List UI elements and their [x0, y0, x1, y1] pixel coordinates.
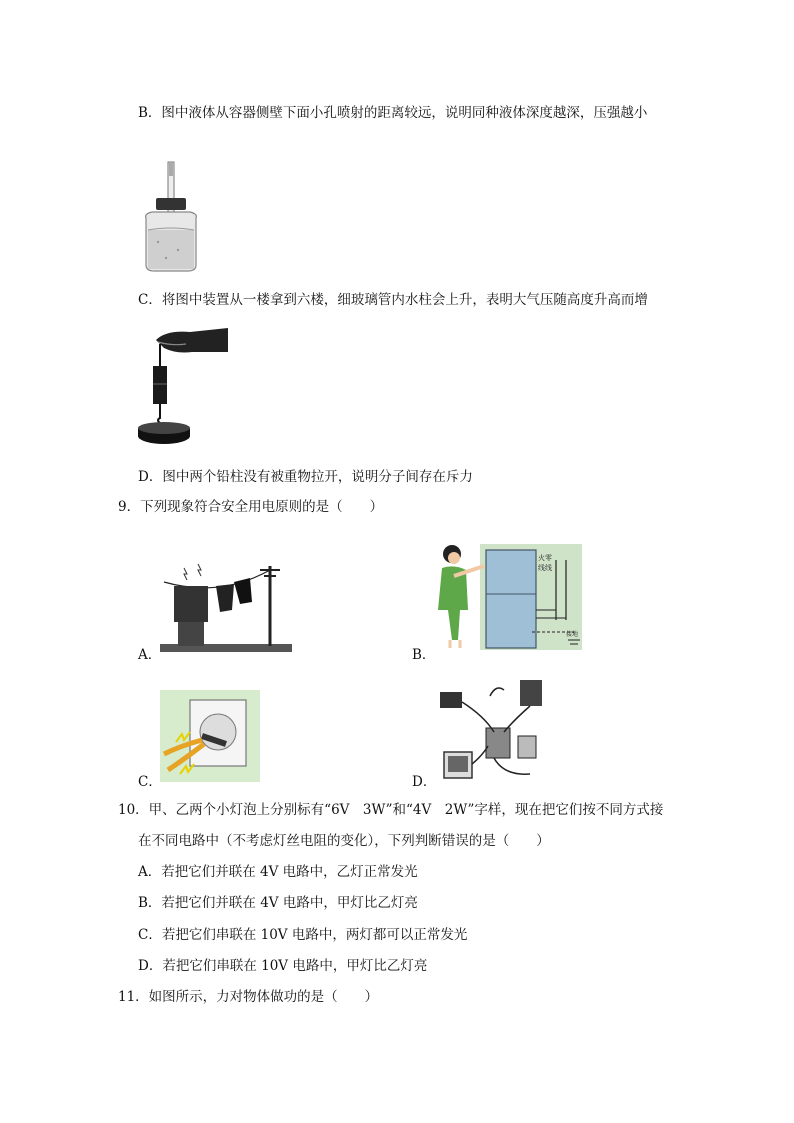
q9-label-c: C．	[138, 774, 162, 790]
fig-b-fridge-grounding	[434, 540, 584, 652]
q10-option-c: C．若把它们串联在 10V 电路中，两灯都可以正常发光	[138, 927, 468, 943]
q9-stem: 9．下列现象符合安全用电原则的是（ ）	[118, 499, 384, 515]
fig-a-clothes-on-wire	[160, 558, 292, 654]
q10-option-a: A．若把它们并联在 4V 电路中，乙灯正常发光	[138, 864, 418, 880]
q9-label-a: A．	[138, 647, 162, 663]
fig-d-overloaded-socket	[434, 676, 554, 786]
q8-option-b: B．图中液体从容器侧壁下面小孔喷射的距离较远，说明同种液体深度越深，压强越小	[138, 105, 648, 121]
q10-option-b: B．若把它们并联在 4V 电路中，甲灯比乙灯亮	[138, 895, 418, 911]
lead-cylinders-figure	[136, 326, 232, 450]
fig-b-label-3: 接地	[566, 631, 579, 638]
fig-b-label-1: 火零	[538, 554, 552, 562]
bottle-tube-figure	[138, 160, 208, 275]
q10-stem-line-1: 10．甲、乙两个小灯泡上分别标有“6V 3W”和“4V 2W”字样，现在把它们按不同方式接	[118, 802, 664, 818]
q10-option-d: D．若把它们串联在 10V 电路中，甲灯比乙灯亮	[138, 958, 428, 974]
q8-option-d: D．图中两个铅柱没有被重物拉开，说明分子间存在斥力	[138, 469, 473, 485]
q10-stem-line-2: 在不同电路中（不考虑灯丝电阻的变化），下列判断错误的是（ ）	[138, 833, 550, 849]
fig-b-label-2: 线线	[538, 564, 552, 572]
fig-c-wet-plug	[160, 690, 260, 782]
q11-stem: 11．如图所示，力对物体做功的是（ ）	[118, 989, 379, 1005]
q8-option-c: C．将图中装置从一楼拿到六楼，细玻璃管内水柱会上升，表明大气压随高度升高而增	[138, 292, 648, 308]
q9-label-d: D．	[412, 774, 437, 790]
q9-label-b: B．	[412, 647, 436, 663]
